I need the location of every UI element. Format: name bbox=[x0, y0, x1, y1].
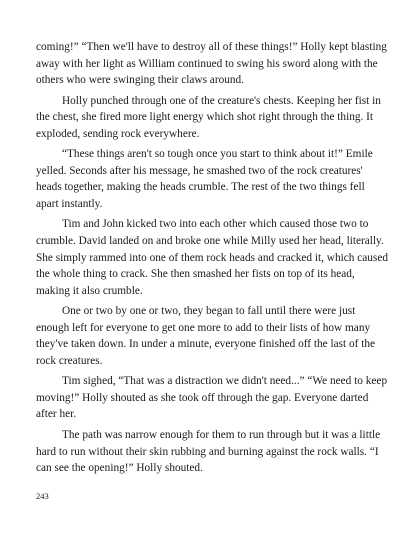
paragraph: Tim and John kicked two into each other which caused those two to crumble. David landed on and broke one while Milly used her head, literally. She simply rammed into one of them rock heads and cracked it, which caused the whole thing to crack. She then smashed her fists on top of its head, making it also crumble. bbox=[36, 218, 388, 297]
body-text bbox=[36, 39, 388, 481]
paragraph: One or two by one or two, they began to fall until there were just enough left for everyone to get one more to add to their lists of how many they've taken down. In under a minute, everyone finished off the last of the rock creatures. bbox=[36, 305, 376, 367]
paragraph-continuation: coming!” “Then we'll have to destroy all of these things!” Holly kept blasting away with her light as William continued to swing his sword along with the others who were swinging their claws around. bbox=[36, 41, 387, 87]
paragraph: “These things aren't so tough once you start to think about it!” Emile yelled. Seconds after his message, he smashed two of the rock creatures' heads together, making the heads crumble. The rest of the two things fell apart instantly. bbox=[36, 148, 373, 210]
paragraph: Tim sighed, “That was a distraction we didn't need...” “We need to keep moving!” Holly shouted as she took off through the gap. Everyone darted after her. bbox=[36, 375, 388, 421]
page-number: 243 bbox=[36, 491, 49, 501]
paragraph: Holly punched through one of the creature's chests. Keeping her fist in the chest, she fired more light energy which shot right through the thing. It exploded, sending rock everywhere. bbox=[36, 94, 381, 140]
paragraph: The path was narrow enough for them to run through but it was a little hard to run without their skin rubbing and burning against the rock walls. “I can see the opening!” Holly shouted. bbox=[36, 429, 381, 475]
